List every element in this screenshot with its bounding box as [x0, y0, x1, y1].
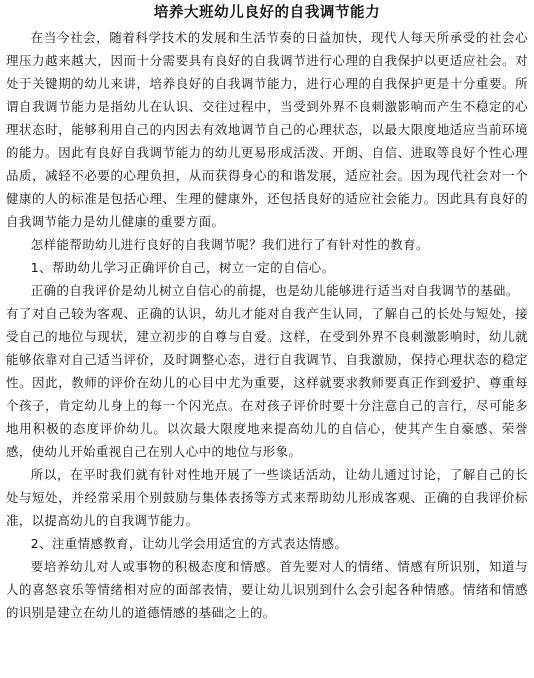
emotion-education-paragraph: 要培养幼儿对人或事物的积极态度和情感。首先要对人的情绪、情感有所识别，知道与人的喜怒哀乐等情绪相对应的面部表情，要让幼儿识别到什么会引起各种情感。情绪和情感的识别是建立在幼儿的道德情感的基础之上的。	[6, 559, 528, 620]
intro-paragraph: 在当今社会，随着科学技术的发展和生活节奏的日益加快，现代人每天所承受的社会心理压力越来越大，因而十分需要具有良好的自我调节进行心理的自我保护以更适应社会。对处于关键期的幼儿来讲，培养良好的自我调节能力，进行心理的自我保护更是十分重要。所谓自我调节能力是指幼儿在认识、交往过程中，当受到外界不良刺激影响而产生不稳定的心理状态时，能够利用自己的内因去有效地调节自己的心理状态，以最大限度地适应当前环境的能力。因此有良好自我调节能力的幼儿更易形成活泼、开朗、自信、进取等良好个性心理品质，减轻不必要的心理负担，从而获得身心的和谐发展，适应社会。因为现代社会对一个健康的人的标准是包括心理、生理的健康外，还包括良好的适应社会能力。因此具有良好的自我调节能力是幼儿健康的重要方面。	[6, 30, 528, 229]
section-heading-2: 2、注重情感教育，让幼儿学会用适宜的方式表达情感。	[30, 536, 348, 551]
document-title: 培养大班幼儿良好的自我调节能力	[153, 5, 381, 21]
self-evaluation-lead-paragraph: 正确的自我评价是幼儿树立自信心的前提，也是幼儿能够进行适当对自我调节的基础。	[30, 283, 519, 298]
question-paragraph: 怎样能帮助幼儿进行良好的自我调节呢？我们进行了有针对性的教育。	[30, 237, 429, 252]
section-heading-1: 1、帮助幼儿学习正确评价自己，树立一定的自信心。	[30, 260, 335, 275]
self-evaluation-body-paragraph: 有了对自己较为客观、正确的认识，幼儿才能对自我产生认同，了解自己的长处与短处，接受自己的地位与现状，建立初步的自尊与自爱。这样，在受到外界不良刺激影响时，幼儿就能够依靠对自己适当评价，及时调整心态，进行自我调节、自我激励，保持心理状态的稳定性。因此，教师的评价在幼儿的心目中尤为重要，这样就要求教师要真正作到爱护、尊重每个孩子，肯定幼儿身上的每一个闪光点。在对孩子评价时要十分注意自己的言行，尽可能多地用积极的态度评价幼儿。以次最大限度地来提高幼儿的自信心，使其产生自豪感、荣誉感，使幼儿开始重视自己在别人心中的地位与形象。	[6, 306, 528, 459]
discussion-activities-paragraph: 所以，在平时我们就有针对性地开展了一些谈话活动，让幼儿通过讨论，了解自己的长处与短处，并经常采用个别鼓励与集体表扬等方式来帮助幼儿形成客观、正确的自我评价标准，以提高幼儿的自我调节能力。	[6, 467, 528, 528]
